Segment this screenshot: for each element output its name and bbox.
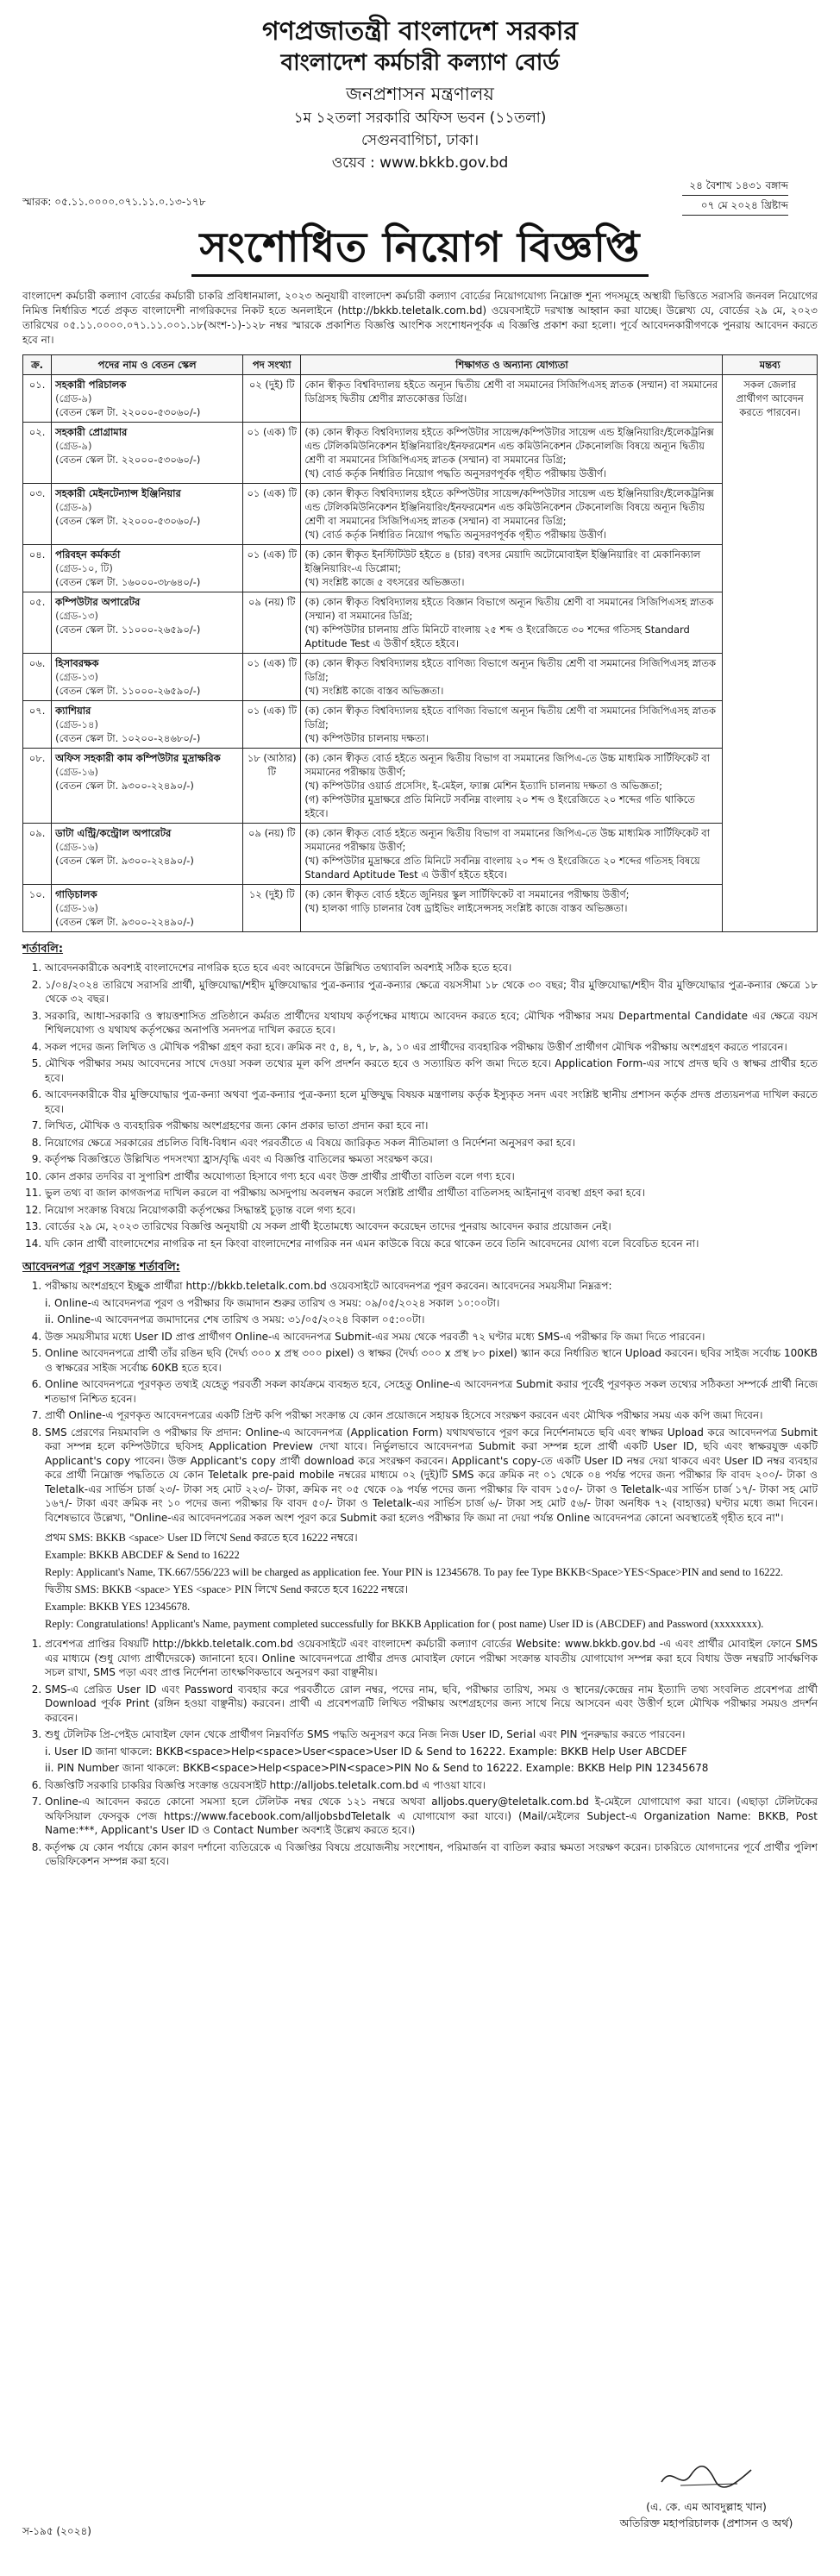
- qualification-line: কোন স্বীকৃত বিশ্ববিদ্যালয় হইতে অন্যূন দ্বিতীয় শ্রেণী বা সমমানের সিজিপিএসহ স্নাতক (সম্মান) বা সমমানের ডিগ্রিসহ দ্বিতীয় শ্রেণীর স্নাতকোত্তর ডিগ্রি।: [304, 379, 718, 404]
- sms-second-label: দ্বিতীয় SMS: BKKB <space> YES <space> PIN লিখে Send করতে হবে 16222 নম্বরে।: [45, 1583, 409, 1595]
- post-name: অফিস সহকারী কাম কম্পিউটার মুদ্রাক্ষরিক: [55, 752, 221, 764]
- qualification-line: (ক) কোন স্বীকৃত বিশ্ববিদ্যালয় হইতে বিজ্ঞান বিভাগে অন্যূন দ্বিতীয় শ্রেণী বা সমমানের সিজিপিএসহ স্নাতক (সম্মান) বা সমমানের ডিগ্রি;: [304, 596, 714, 622]
- memo-row: [0, 174, 840, 216]
- post-grade: (গ্রেড-১৬): [55, 841, 98, 853]
- row-count: ০৯ (নয়) টি: [243, 592, 301, 654]
- post-name: সহকারী প্রোগ্রামার: [55, 426, 128, 438]
- row-count: ০১ (এক) টি: [243, 701, 301, 749]
- list-item: 5. Online আবেদনপত্রে প্রার্থী তাঁর রঙিন ছবি (দৈর্ঘ্য ৩০০ x প্রস্থ ৩০০ pixel) ও স্বাক্ষর (দৈর্ঘ্য ৩০০ x প্রস্থ ৮০ pixel) স্ক্যান করে নির্ধারিত স্থানে Upload করবেন। ছবির সাইজ সর্বোচ্চ 100KB ও স্বাক্ষরের সাইজ সর্বোচ্চ 60KB হতে হবে।: [45, 1346, 818, 1375]
- row-serial: ০৬.: [23, 654, 52, 701]
- list-item: 13. বোর্ডের ২৯ মে, ২০২৩ তারিখের বিজ্ঞপ্তি অনুযায়ী যে সকল প্রার্থী ইতোমধ্যে আবেদন করেছেন তাদের পুনরায় আবেদন করার প্রয়োজন নেই।: [45, 1219, 818, 1234]
- list-item: 14. যদি কোন প্রার্থী বাংলাদেশের নাগরিক না হন কিংবা বাংলাদেশের নাগরিক নন এমন কাউকে বিয়ে করে থাকেন তবে তিনি আবেদনের যোগ্য বলে বিবেচিত হবেন না।: [45, 1237, 818, 1251]
- sms-first-reply: Reply: Applicant's Name, TK.667/556/223 will be charged as application fee. Your PIN is 12345678. To pay fee Type BKKB<Space>YES<Space>PIN and send to 16222.: [45, 1566, 784, 1578]
- post-name: ডাটা এন্ট্রি/কন্ট্রোল অপারেটর: [55, 827, 172, 839]
- memo-date-english: ০৭ মে ২০২৪ খ্রিষ্টাব্দ: [682, 196, 788, 216]
- qualification-line: (খ) হালকা গাড়ি চালনার বৈধ ড্রাইভিং লাইসেন্সসহ সংশ্লিষ্ট কাজে বাস্তব অভিজ্ঞতা।: [304, 902, 628, 914]
- sms-instructions: [45, 1530, 818, 1632]
- qualification-line: (খ) সংশ্লিষ্ট কাজে বাস্তব অভিজ্ঞতা।: [304, 685, 444, 697]
- list-item: 9. কর্তৃপক্ষ বিজ্ঞপ্তিতে উল্লিখিত পদসংখ্যা হ্রাস/বৃদ্ধি এবং এ বিজ্ঞপ্তি বাতিলের ক্ষমতা সংরক্ষণ করে।: [45, 1152, 818, 1167]
- apply-terms-title: আবেদনপত্র পূরণ সংক্রান্ত শর্তাবলি:: [22, 1261, 180, 1274]
- posts-table-header: [23, 355, 818, 375]
- row-post: [52, 824, 243, 885]
- th-qualification: শিক্ষাগত ও অন্যান্য যোগ্যতা: [301, 355, 723, 375]
- post-scale: (বেতন স্কেল টা. ১১০০০-২৬৫৯০/-): [55, 624, 201, 636]
- row-count: ০১ (এক) টি: [243, 545, 301, 592]
- qualification-line: (খ) কম্পিউটার মুদ্রাক্ষরে প্রতি মিনিটে সর্বনিম্ন বাংলায় ২০ শব্দ ও ইংরেজিতে ২০ শব্দের গতিসহ বিষয়ে Standard Aptitude Test এ উত্তীর্ণ হইতে হইবে।: [304, 855, 700, 881]
- row-serial: ০৪.: [23, 545, 52, 592]
- sms-second-reply: Reply: Congratulations! Applicant's Name, payment completed successfully for BKKB Application for ( post name) User ID is (ABCDEF) and Password (xxxxxxxx).: [45, 1618, 764, 1630]
- memo-date-block: [682, 176, 788, 216]
- post-scale: (বেতন স্কেল টা. ১০২০০-২৪৬৮০/-): [55, 732, 201, 744]
- terms-title: শর্তাবলি:: [22, 943, 64, 956]
- row-post: [52, 592, 243, 654]
- list-item: 3. শুধু টেলিটক প্রি-পেইড মোবাইল ফোন থেকে প্রার্থীগণ নিম্নবর্ণিত SMS পদ্ধতি অনুসরণ করে নিজ নিজ User ID, Serial এবং PIN পুনরুদ্ধার করতে পারবেন।: [45, 1727, 818, 1742]
- qualification-line: (ক) কোন স্বীকৃত বিশ্ববিদ্যালয় হইতে কম্পিউটার সায়েন্স/কম্পিউটার সায়েন্স এন্ড ইঞ্জিনিয়ারিং/ইলেকট্রনিক্স এন্ড টেলিকমিউনিকেশন ইঞ্জিনিয়ারিং/ইনফরমেশন এন্ড কমিউনিকেশন টেকনোলজি বিষয়ে অন্যূন দ্বিতীয় শ্রেণী বা সমমানের সিজিপিএসহ স্নাতক (সম্মান) বা সমমানের ডিগ্রি;: [304, 487, 714, 527]
- table-row: [23, 654, 818, 701]
- row-count: ০৯ (নয়) টি: [243, 824, 301, 885]
- post-grade: (গ্রেড-১৬): [55, 902, 98, 914]
- row-qualification: [301, 484, 723, 545]
- qualification-line: (খ) বোর্ড কর্তৃক নির্ধারিত নিয়োগ পদ্ধতি অনুসরণপূর্বক গৃহীত পরীক্ষায় উত্তীর্ণ।: [304, 467, 606, 479]
- list-item: i. User ID জানা থাকলে: BKKB<space>Help<space>User<space>User ID & Send to 16222. Example: BKKB Help User ABCDEF: [45, 1745, 687, 1758]
- post-grade: (গ্রেড-১৩): [55, 671, 98, 683]
- qualification-line: (খ) কম্পিউটার চালনায় দক্ষতা।: [304, 732, 429, 744]
- row-qualification: [301, 701, 723, 749]
- row-post: [52, 423, 243, 484]
- signature-scribble: [655, 2460, 758, 2494]
- row-post: [52, 484, 243, 545]
- post-name: পরিবহন কর্মকর্তা: [55, 548, 121, 561]
- row-qualification: [301, 654, 723, 701]
- sms-first-example: Example: BKKB ABCDEF & Send to 16222: [45, 1549, 240, 1561]
- sms-first-label: প্রথম SMS: BKKB <space> User ID লিখে Send করতে হবে 16222 নম্বরে।: [45, 1532, 358, 1544]
- list-item: 5. মৌখিক পরীক্ষার সময় আবেদনের সাথে দেওয়া সকল তথ্যের মূল কপি প্রদর্শন করতে হবে ও সত্যায়িত কপি জমা দিতে হবে। Application Form-এর সাথে প্রদত্ত ছবি ও স্বাক্ষর প্রার্থীর হতে হবে।: [45, 1056, 818, 1085]
- post-scale: (বেতন স্কেল টা. ১৬০০০-৩৮৬৪০/-): [55, 576, 201, 588]
- post-scale: (বেতন স্কেল টা. ২২০০০-৫৩০৬০/-): [55, 406, 201, 418]
- list-item: 7. প্রার্থী Online-এ পূরণকৃত আবেদনপত্রের একটি প্রিন্ট কপি পরীক্ষা সংক্রান্ত যে কোন প্রয়োজনে সহায়ক হিসেবে সংরক্ষণ করবেন এবং মৌখিক পরীক্ষার সময় এক কপি জমা দিবেন।: [45, 1408, 818, 1423]
- th-remark: মন্তব্য: [723, 355, 818, 375]
- list-item: 7. Online-এ আবেদন করতে কোনো সমস্যা হলে টেলিটক নম্বর থেকে ১২১ নম্বরে অথবা alljobs.query@teletalk.com.bd ই-মেইলে যোগাযোগ করা যাবে। (এছাড়া টেলিটকের অফিসিয়াল ফেসবুক পেজ https://www.facebook.com/alljobsbdTeletalk এ যোগাযোগ করা যাবে।) (Mail/মেইলের Subject-এ Organization Name: BKKB, Post Name:***, Applicant's User ID ও Contact Number অবশ্যই উল্লেখ করতে হবে।): [45, 1795, 818, 1838]
- list-item: 2. ১/০৪/২০২৪ তারিখে সরাসরি প্রার্থী, মুক্তিযোদ্ধা/শহীদ মুক্তিযোদ্ধার পুত্র-কন্যার পুত্র-কন্যার ক্ষেত্রে বয়সসীমা ১৮ থেকে ৩০ বছর; বীর মুক্তিযোদ্ধা/শহীদ বীর মুক্তিযোদ্ধার পুত্র-কন্যার ক্ষেত্রে ১৮ থেকে ৩২ বছর।: [45, 978, 818, 1006]
- title-wrap: [0, 221, 840, 277]
- row-serial: ০৭.: [23, 701, 52, 749]
- qualification-line: (ক) কোন স্বীকৃত ইনস্টিটিউট হইতে ৪ (চার) বৎসর মেয়াদি অটোমোবাইল ইঞ্জিনিয়ারিং বা মেকানিক্যাল ইঞ্জিনিয়ারিং-এ ডিপ্লোমা;: [304, 548, 701, 574]
- govt-name: গণপ্রজাতন্ত্রী বাংলাদেশ সরকার: [262, 16, 578, 47]
- qualification-line: (ক) কোন স্বীকৃত বিশ্ববিদ্যালয় হইতে বাণিজ্য বিভাগে অন্যূন দ্বিতীয় শ্রেণী বা সমমানের সিজিপিএসহ স্নাতক ডিগ্রি;: [304, 705, 717, 730]
- post-name: ক্যাশিয়ার: [55, 705, 91, 717]
- row-count: ০১ (এক) টি: [243, 654, 301, 701]
- signatory-designation: অতিরিক্ত মহাপরিচালক (প্রশাসন ও অর্থ): [619, 2516, 793, 2529]
- th-post-count: পদ সংখ্যা: [243, 355, 301, 375]
- post-grade: (গ্রেড-১৩): [55, 610, 98, 622]
- qualification-line: (খ) সংশ্লিষ্ট কাজে ৫ বৎসরের অভিজ্ঞতা।: [304, 576, 465, 588]
- letterhead: [0, 0, 840, 174]
- post-grade: (গ্রেড-১০, টি): [55, 562, 113, 574]
- list-item: 7. লিখিত, মৌখিক ও ব্যবহারিক পরীক্ষায় অংশগ্রহণের জন্য কোন প্রকার ভাতা প্রদান করা হবে না।: [45, 1119, 818, 1133]
- row-count: ১৮ (আঠার) টি: [243, 749, 301, 824]
- list-item: 8. SMS প্রেরণের নিয়মাবলি ও পরীক্ষার ফি প্রদান: Online-এ আবেদনপত্র (Application Form) যথাযথভাবে পূরণ করে নির্দেশনামতে ছবি এবং স্বাক্ষর Upload করে আবেদনপত্র Submit করা সম্পন্ন হলে কম্পিউটারে ছবিসহ Application Preview দেখা যাবে। নির্ভুলভাবে আবেদনপত্র Submit করা সম্পন্ন হলে প্রার্থী একটি User ID, ছবি এবং স্বাক্ষরযুক্ত একটি Applicant's copy পাবেন। উক্ত Applicant's copy প্রার্থী download করে সংরক্ষণ করবেন। Applicant's copy-তে একটি User ID নম্বর দেয়া থাকবে এবং User ID নম্বর ব্যবহার করে প্রার্থী নিম্নোক্ত পদ্ধতিতে যে কোন Teletalk pre-paid mobile নম্বরের মাধ্যমে ০২ (দুই)টি SMS করে ক্রমিক নং ০১ থেকে ০৪ পর্যন্ত পদের জন্য পরীক্ষার ফি বাবদ ২০০/- টাকা ও Teletalk-এর সার্ভিস চার্জ ২৩/- টাকা সহ মোট ২২৩/- টাকা, ক্রমিক নং ০৫ থেকে ০৯ পর্যন্ত পদের জন্য পরীক্ষার ফি বাবদ ১৫০/- টাকা ও Teletalk-এর সার্ভিস চার্জ ১৭/- টাকা সহ মোট ১৬৭/- টাকা এবং ক্রমিক নং ১০ পদের জন্য পরীক্ষার ফি বাবদ ৫০/- টাকা ও Teletalk-এর সার্ভিস চার্জ ৬/- টাকা সহ মোট ৫৬/- টাকা অনধিক ৭২ (বাহাত্তর) ঘণ্টার মধ্যে জমা দিবেন। বিশেষভাবে উল্লেখ্য, "Online-এর আবেদনপত্রের সকল অংশ পূরণ করে Submit করা হলেও পরীক্ষার ফি জমা না দেয়া পর্যন্ত Online আবেদনপত্র কোনো অবস্থাতেই গৃহীত হবে না"।: [45, 1426, 818, 1526]
- row-qualification: [301, 592, 723, 654]
- row-count: ০১ (এক) টি: [243, 484, 301, 545]
- list-item: 4. উক্ত সময়সীমার মধ্যে User ID প্রাপ্ত প্রার্থীগণ Online-এ আবেদনপত্র Submit-এর সময় থেকে পরবর্তী ৭২ ঘণ্টার মধ্যে SMS-এ পরীক্ষার ফি জমা দিতে পারবেন।: [45, 1330, 818, 1344]
- row-serial: ০৯.: [23, 824, 52, 885]
- row-post: [52, 654, 243, 701]
- row-post: [52, 545, 243, 592]
- remark-all-districts: সকল জেলার প্রার্থীগণ আবেদন করতে পারবেন।: [723, 375, 818, 932]
- qualification-line: (ক) কোন স্বীকৃত বোর্ড হইতে অন্যূন দ্বিতীয় বিভাগ বা সমমানের জিপিএ-তে উচ্চ মাধ্যমিক সার্টিফিকেট বা সমমানের পরীক্ষায় উত্তীর্ণ;: [304, 752, 710, 778]
- post-name: হিসাবরক্ষক: [55, 657, 99, 669]
- circular-title: সংশোধিত নিয়োগ বিজ্ঞপ্তি: [191, 221, 649, 277]
- list-item: 1. প্রবেশপত্র প্রাপ্তির বিষয়টি http://bkkb.teletalk.com.bd ওয়েবসাইটে এবং বাংলাদেশ কর্মচারী কল্যাণ বোর্ডের Website: www.bkkb.gov.bd -এ এবং প্রার্থীর মোবাইল ফোনে SMS এর মাধ্যমে (শুধু যোগ্য প্রার্থীদেরকে) জানানো হবে। Online আবেদনপত্রে প্রার্থীর প্রদত্ত মোবাইল ফোনে পরীক্ষা সংক্রান্ত যাবতীয় যোগাযোগ সম্পন্ন করা হবে বিধায় উক্ত নম্বরটি সার্বক্ষণিক সচল রাখা, SMS পড়া এবং প্রাপ্ত নির্দেশনা তাৎক্ষণিকভাবে অনুসরণ করা বাঞ্ছনীয়।: [45, 1637, 818, 1680]
- qualification-line: (গ) কম্পিউটার মুদ্রাক্ষরে প্রতি মিনিটে সর্বনিম্ন বাংলায় ২০ শব্দ ও ইংরেজিতে ২০ শব্দের গতি থাকিতে হইবে।: [304, 793, 695, 819]
- post-grade: (গ্রেড-১৪): [55, 718, 98, 730]
- post-scale: (বেতন স্কেল টা. ২২০০০-৫৩০৬০/-): [55, 454, 201, 466]
- list-item: 6. আবেদনকারীকে বীর মুক্তিযোদ্ধার পুত্র-কন্যা অথবা পুত্র-কন্যার পুত্র-কন্যা হলে মুক্তিযুদ্ধ বিষয়ক মন্ত্রণালয় কর্তৃক ইস্যুকৃত সনদ এবং সংশ্লিষ্ট স্থানীয় প্রশাসন কর্তৃক প্রদত্ত প্রত্যয়নপত্র দাখিল করতে হবে।: [45, 1087, 818, 1116]
- row-count: ১২ (দুই) টি: [243, 885, 301, 932]
- post-grade: (গ্রেড-৯): [55, 440, 92, 452]
- qualification-line: (খ) বোর্ড কর্তৃক নির্ধারিত নিয়োগ পদ্ধতি অনুসরণপূর্বক গৃহীত পরীক্ষায় উত্তীর্ণ।: [304, 529, 606, 541]
- list-item: 2. SMS-এ প্রেরিত User ID এবং Password ব্যবহার করে পরবর্তীতে রোল নম্বর, পদের নাম, ছবি, পরীক্ষার তারিখ, সময় ও স্থানের/কেন্দ্রের নাম ইত্যাদি তথ্য সংবলিত প্রবেশপত্র প্রার্থী Download পূর্বক Print (রঙ্গিন হওয়া বাঞ্ছনীয়) করবেন। প্রার্থী এ প্রবেশপত্রটি লিখিত পরীক্ষায় অংশগ্রহণের জন্য সাথে নিয়ে আসবেন এবং উত্তীর্ণ হলে মৌখিক পরীক্ষার সময়ও প্রদর্শন করবেন।: [45, 1683, 818, 1726]
- after-terms-list: [22, 1637, 818, 1869]
- list-item: 6. বিজ্ঞপ্তিটি সরকারি চাকরির বিজ্ঞপ্তি সংক্রান্ত ওয়েবসাইট http://alljobs.teletalk.com.bd এ পাওয়া যাবে।: [45, 1778, 818, 1793]
- row-qualification: [301, 423, 723, 484]
- qualification-line: (খ) কম্পিউটার ওয়ার্ড প্রসেসিং, ই-মেইল, ফ্যাক্স মেশিন ইত্যাদি চালনায় দক্ষতা ও অভিজ্ঞতা;: [304, 780, 663, 792]
- memo-number: স্মারক: ০৫.১১.০০০০.০৭১.১১.০.১৩-১৭৮: [22, 196, 206, 208]
- row-serial: ০৩.: [23, 484, 52, 545]
- table-row: [23, 592, 818, 654]
- website-line: ওয়েব : www.bkkb.gov.bd: [331, 154, 509, 172]
- row-qualification: [301, 824, 723, 885]
- post-scale: (বেতন স্কেল টা. ১১০০০-২৬৫৯০/-): [55, 685, 201, 697]
- signatory-name: (এ. কে. এম আবদুল্লাহ খান): [646, 2500, 767, 2513]
- list-item: 3. সরকারি, আধা-সরকারি ও স্বায়ত্তশাসিত প্রতিষ্ঠানে কর্মরত প্রার্থীদের যথাযথ কর্তৃপক্ষের মাধ্যমে আবেদন করতে হবে; মৌখিক পরীক্ষার সময় Departmental Candidate এর ক্ষেত্রে বয়স শিথিলযোগ্য ও যথাযথ কর্তৃপক্ষের অনাপত্তি সনদপত্র দাখিল করতে হবে।: [45, 1009, 818, 1037]
- sms-second-example: Example: BKKB YES 12345678.: [45, 1601, 191, 1613]
- post-scale: (বেতন স্কেল টা. ৯৩০০-২২৪৯০/-): [55, 855, 194, 867]
- table-row: [23, 484, 818, 545]
- row-qualification: [301, 545, 723, 592]
- row-serial: ০৮.: [23, 749, 52, 824]
- list-item: ii. Online-এ আবেদনপত্র জমাদানের শেষ তারিখ ও সময়: ৩১/০৫/২০২৪ বিকাল ০৫:০০টা।: [45, 1313, 425, 1326]
- post-name: কম্পিউটার অপারেটর: [55, 596, 141, 608]
- list-item: 1. পরীক্ষায় অংশগ্রহণে ইচ্ছুক প্রার্থীরা http://bkkb.teletalk.com.bd ওয়েবসাইটে আবেদনপত্র পূরণ করবেন। আবেদনের সময়সীমা নিম্নরূপ:: [45, 1279, 818, 1294]
- table-row: [23, 885, 818, 932]
- table-row: [23, 749, 818, 824]
- post-name: সহকারী মেইনটেন্যান্স ইঞ্জিনিয়ার: [55, 487, 181, 499]
- terms-list: [22, 961, 818, 1250]
- qualification-line: (ক) কোন স্বীকৃত বোর্ড হইতে অন্যূন দ্বিতীয় বিভাগ বা সমমানের জিপিএ-তে উচ্চ মাধ্যমিক সার্টিফিকেট বা সমমানের পরীক্ষায় উত্তীর্ণ;: [304, 827, 710, 853]
- post-scale: (বেতন স্কেল টা. ৯৩০০-২২৪৯০/-): [55, 780, 194, 792]
- qualification-line: (ক) কোন স্বীকৃত বিশ্ববিদ্যালয় হইতে বাণিজ্য বিভাগে অন্যূন দ্বিতীয় শ্রেণী বা সমমানের সিজিপিএসহ স্নাতক ডিগ্রি;: [304, 657, 717, 683]
- list-item: ii. PIN Number জানা থাকলে: BKKB<space>Help<space>PIN<space>PIN No & Send to 16222. Example: BKKB Help PIN 12345678: [45, 1762, 709, 1774]
- memo-date-bangla: ২৪ বৈশাখ ১৪৩১ বঙ্গাব্দ: [682, 176, 788, 196]
- th-serial: ক্র.: [23, 355, 52, 375]
- table-row: [23, 375, 818, 423]
- table-row: [23, 545, 818, 592]
- row-count: ০২ (দুই) টি: [243, 375, 301, 423]
- qualification-line: (ক) কোন স্বীকৃত বোর্ড হইতে জুনিয়র স্কুল সার্টিফিকেট বা সমমানের পরীক্ষায় উত্তীর্ণ;: [304, 888, 630, 900]
- row-post: [52, 749, 243, 824]
- post-grade: (গ্রেড-৯): [55, 392, 92, 404]
- table-row: [23, 824, 818, 885]
- board-name: বাংলাদেশ কর্মচারী কল্যাণ বোর্ড: [280, 50, 560, 76]
- post-scale: (বেতন স্কেল টা. ২২০০০-৫৩০৬০/-): [55, 515, 201, 527]
- intro-paragraph: বাংলাদেশ কর্মচারী কল্যাণ বোর্ডের কর্মচারী চাকরি প্রবিধানমালা, ২০২৩ অনুযায়ী বাংলাদেশ কর্মচারী কল্যাণ বোর্ডের নিয়োগযোগ্য নিম্নোক্ত শূন্য পদসমূহে অস্থায়ী ভিত্তিতে সরাসরি জনবল নিয়োগের নিমিত্ত নির্ধারিত শর্তে প্রকৃত বাংলাদেশী নাগরিকদের নিকট হতে অনলাইনে (http://bkkb.teletalk.com.bd) ওয়েবসাইটে দরখাস্ত আহ্বান করা যাচ্ছে। উল্লেখ্য যে, বোর্ডের ২৯ মে, ২০২৩ তারিখের ০৫.১১.০০০০.০৭১.১১.০০১.১৮(অংশ-১)-১২৮ নম্বর স্মারকে প্রকাশিত বিজ্ঞপ্তি আংশিক সংশোধনপূর্বক এ বিজ্ঞপ্তি প্রকাশ করা হলো। পূর্বে আবেদনকারীগণকে পুনরায় আবেদন করতে হবে না।: [22, 290, 818, 346]
- table-row: [23, 423, 818, 484]
- row-post: [52, 885, 243, 932]
- signature-block: [607, 2460, 806, 2531]
- row-qualification: [301, 749, 723, 824]
- list-item: 11. ভুল তথ্য বা জাল কাগজপত্র দাখিল করলে বা পরীক্ষায় অসদুপায় অবলম্বন করলে সংশ্লিষ্ট প্রার্থীর প্রার্থীতা বাতিলসহ আইনানুগ ব্যবস্থা গ্রহণ করা হবে।: [45, 1186, 818, 1200]
- list-item: 1. আবেদনকারীকে অবশ্যই বাংলাদেশের নাগরিক হতে হবে এবং আবেদনে উল্লিখিত তথ্যাবলি অবশ্যই সঠিক হতে হবে।: [45, 961, 818, 975]
- footer-code: স-১৯৫ (২০২৪): [22, 2525, 91, 2537]
- post-name: গাড়িচালক: [55, 888, 97, 900]
- qualification-line: (ক) কোন স্বীকৃত বিশ্ববিদ্যালয় হইতে কম্পিউটার সায়েন্স/কম্পিউটার সায়েন্স এন্ড ইঞ্জিনিয়ারিং/ইলেকট্রনিক্স এন্ড টেলিকমিউনিকেশন ইঞ্জিনিয়ারিং/ইনফরমেশন এন্ড কমিউনিকেশন টেকনোলজি বিষয়ে অন্যূন দ্বিতীয় শ্রেণী বা সমমানের সিজিপিএসহ স্নাতক (সম্মান) বা সমমানের ডিগ্রি;: [304, 426, 714, 466]
- post-scale: (বেতন স্কেল টা. ৯৩০০-২২৪৯০/-): [55, 916, 194, 928]
- post-grade: (গ্রেড-১৬): [55, 766, 98, 778]
- row-qualification: [301, 375, 723, 423]
- list-item: i. Online-এ আবেদনপত্র পূরণ ও পরীক্ষার ফি জমাদান শুরুর তারিখ ও সময়: ০৯/০৫/২০২৪ সকাল ১০:০০টা।: [45, 1296, 500, 1309]
- row-count: ০১ (এক) টি: [243, 423, 301, 484]
- row-serial: ০২.: [23, 423, 52, 484]
- post-grade: (গ্রেড-৯): [55, 501, 92, 513]
- list-item: 12. নিয়োগ সংক্রান্ত বিষয়ে নিয়োগকারী কর্তৃপক্ষের সিদ্ধান্তই চূড়ান্ত বলে গণ্য হবে।: [45, 1203, 818, 1218]
- list-item: 8. নিয়োগের ক্ষেত্রে সরকারের প্রচলিত বিধি-বিধান এবং পরবর্তীতে এ বিষয়ে জারিকৃত সকল নীতিমালা ও নির্দেশনা অনুসরণ করা হবে।: [45, 1136, 818, 1150]
- list-item: 8. কর্তৃপক্ষ যে কোন পর্যায়ে কোন কারণ দর্শানো ব্যতিরেকে এ বিজ্ঞপ্তির বিষয়ে প্রয়োজনীয় সংশোধন, পরিমার্জন বা বাতিল করার ক্ষমতা সংরক্ষণ করেন। চাকরিতে যোগদানের পূর্বে প্রার্থীর পুলিশ ভেরিফিকেশন সম্পন্ন করা হবে।: [45, 1840, 818, 1869]
- row-post: [52, 701, 243, 749]
- office-address: সেগুনবাগিচা, ঢাকা।: [360, 132, 480, 149]
- th-post-name: পদের নাম ও বেতন স্কেল: [52, 355, 243, 375]
- qualification-line: (খ) কম্পিউটার চালনায় প্রতি মিনিটে বাংলায় ২৫ শব্দ ও ইংরেজিতে ৩০ শব্দের গতিসহ Standard Aptitude Test এ উত্তীর্ণ হইতে হইবে।: [304, 624, 690, 649]
- list-item: 4. সকল পদের জন্য লিখিত ও মৌখিক পরীক্ষা গ্রহণ করা হবে। ক্রমিক নং ৫, ৪, ৭, ৮, ৯, ১০ এর প্রার্থীদের ব্যবহারিক পরীক্ষায় উত্তীর্ণ প্রার্থীগণ মৌখিক পরীক্ষায় অংশগ্রহণ করতে পারবেন।: [45, 1040, 818, 1055]
- row-post: [52, 375, 243, 423]
- office-building: ১ম ১২তলা সরকারি অফিস ভবন (১১তলা): [293, 110, 547, 127]
- row-serial: ১০.: [23, 885, 52, 932]
- posts-table: [22, 354, 818, 932]
- list-item: 6. Online আবেদনপত্রে পূরণকৃত তথ্যই যেহেতু পরবর্তী সকল কার্যক্রমে ব্যবহৃত হবে, সেহেতু Online-এ আবেদনপত্র Submit করার পূর্বেই পূরণকৃত সকল তথ্যের সঠিকতা সম্পর্কে প্রার্থী নিজে শতভাগ নিশ্চিত হবেন।: [45, 1377, 818, 1406]
- row-serial: ০১.: [23, 375, 52, 423]
- apply-terms-list: [22, 1279, 818, 1525]
- post-name: সহকারী পরিচালক: [55, 379, 127, 391]
- posts-table-body: [23, 375, 818, 932]
- list-item: 10. কোন প্রকার তদবির বা সুপারিশ প্রার্থীর অযোগ্যতা হিসাবে গণ্য হবে এবং উক্ত প্রার্থীর প্রার্থীতা বাতিল বলে গণ্য হবে।: [45, 1169, 818, 1184]
- ministry-name: জনপ্রশাসন মন্ত্রণালয়: [346, 84, 494, 104]
- table-row: [23, 701, 818, 749]
- row-serial: ০৫.: [23, 592, 52, 654]
- row-qualification: [301, 885, 723, 932]
